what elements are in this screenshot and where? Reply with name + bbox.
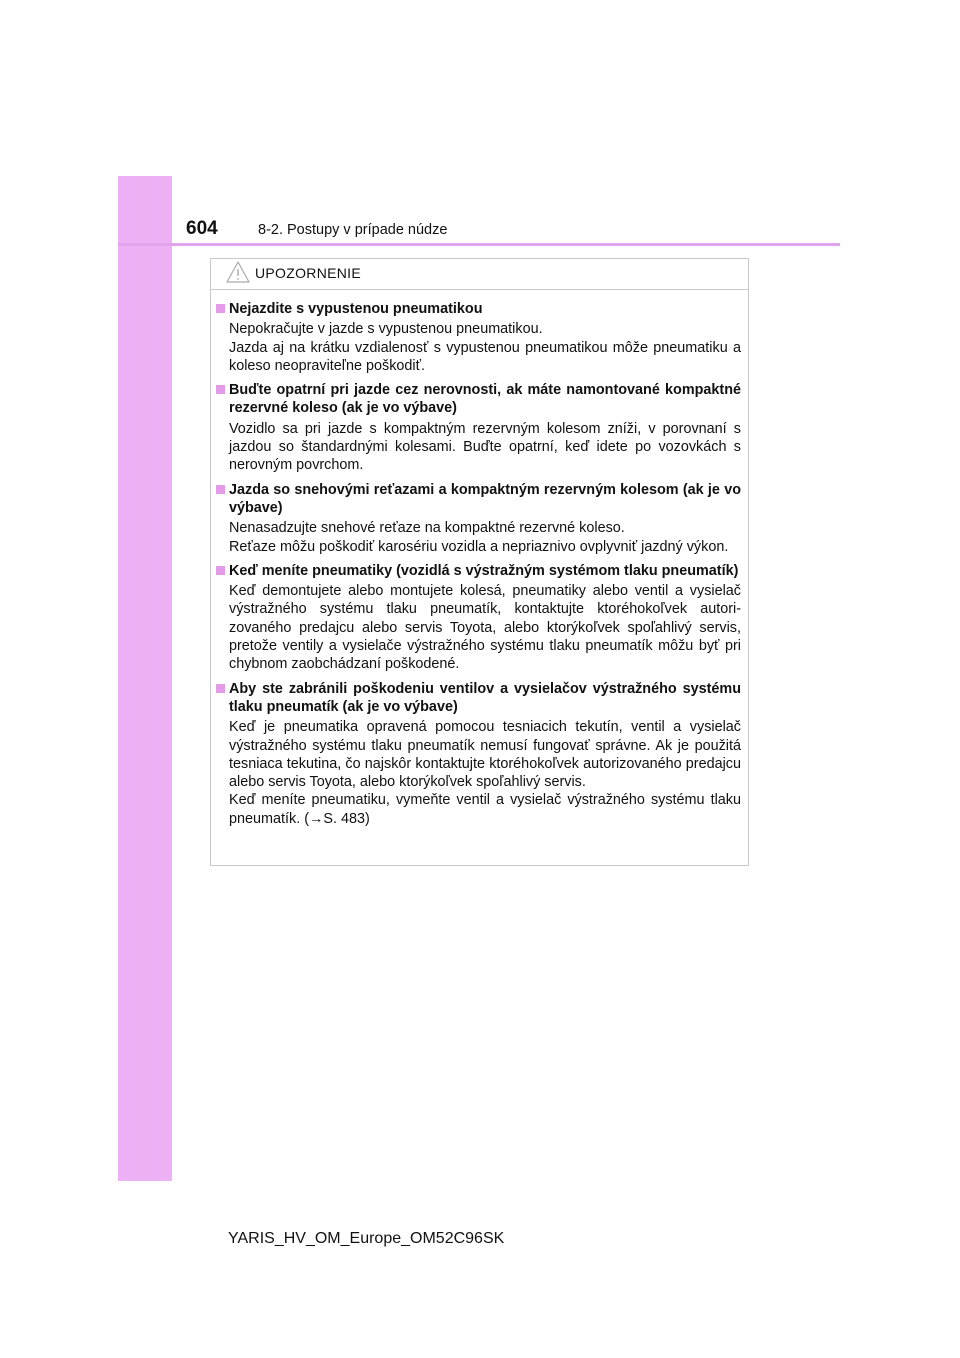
page-number: 604 xyxy=(186,218,218,239)
bullet-square-icon xyxy=(216,304,225,313)
warning-body xyxy=(211,290,748,828)
item-heading xyxy=(215,481,741,518)
warning-box xyxy=(210,258,749,866)
item-paragraph: Keď demontujete alebo montujete kolesá, pneumatiky alebo ventil a vysielač výstražného systému tlaku pneumatík, kontaktujte ktoréhokoľvek autorizovaného predajcu alebo servis Toyota, alebo ktorýkoľvek spoľahlivý servis, pretože ventily a vysielače výstražného systému tlaku pneumatík môžu byť pri chybnom zaobchádzaní poškodené. xyxy=(229,583,741,673)
item-heading xyxy=(215,381,741,418)
item-paragraph: Nepokračujte v jazde s vypustenou pneumatikou. xyxy=(229,321,543,338)
warning-item xyxy=(215,381,741,474)
warning-title: UPOZORNENIE xyxy=(255,265,361,281)
item-heading xyxy=(215,680,741,717)
item-heading-text: Jazda so snehovými reťazami a kompaktným rezervným kolesom (ak je vo výbave) xyxy=(229,481,741,516)
bullet-square-icon xyxy=(216,485,225,494)
item-heading-text: Keď meníte pneumatiky (vozidlá s výstražným systémom tlaku pneumatík) xyxy=(229,562,739,579)
warning-item xyxy=(215,680,741,828)
warning-triangle-icon xyxy=(226,261,250,288)
bullet-square-icon xyxy=(216,684,225,693)
warning-header xyxy=(211,259,748,290)
bullet-square-icon xyxy=(216,385,225,394)
item-paragraph: Keď je pneumatika opravená pomocou tesniacich tekutín, ventil a vysielač výstražného systému tlaku pneumatík nemusí fungovať správne. Ak je použitá tesniaca tekutina, čo najskôr kontaktujte ktoréhokoľvek autorizovaného predajcu alebo servis Toyota, alebo ktorýkoľvek spoľahlivý servis. xyxy=(229,719,741,791)
warning-item xyxy=(215,562,741,674)
section-title: 8-2. Postupy v prípade núdze xyxy=(258,222,448,238)
item-paragraph: Nenasadzujte snehové reťaze na kompaktné rezervné koleso. xyxy=(229,520,625,537)
item-text xyxy=(215,582,741,673)
item-text xyxy=(215,519,741,556)
item-heading xyxy=(215,562,741,580)
item-heading-text: Nejazdite s vypustenou pneumatikou xyxy=(229,301,483,317)
item-paragraph: Jazda aj na krátku vzdialenosť s vypustenou pneumatikou môže pneumatiku a koleso neopraviteľne poškodiť. xyxy=(229,339,741,374)
document-id: YARIS_HV_OM_Europe_OM52C96SK xyxy=(228,1230,505,1247)
item-paragraph: Keď meníte pneumatiku, vymeňte ventil a vysielač výstražného systému tlaku pneumatík. (→S. 483) xyxy=(229,792,741,827)
header-divider xyxy=(118,243,840,246)
item-text xyxy=(215,320,741,375)
item-text xyxy=(215,420,741,475)
item-paragraph: Reťaze môžu poškodiť karosériu vozidla a nepriaznivo ovplyvniť jazdný výkon. xyxy=(229,538,729,555)
warning-item xyxy=(215,481,741,556)
item-heading xyxy=(215,300,741,318)
warning-item xyxy=(215,300,741,375)
bullet-square-icon xyxy=(216,566,225,575)
item-heading-text: Buďte opatrní pri jazde cez nerovnosti, ak máte namontované kompaktné rezervné koleso (ak je vo výbave) xyxy=(229,382,741,417)
item-heading-text: Aby ste zabránili poškodeniu ventilov a vysielačov výstražného systému tlaku pneumatík (ak je vo výbave) xyxy=(229,680,741,715)
item-paragraph: Vozidlo sa pri jazde s kompaktným rezervným kolesom zníži, v porovnaní s jazdou so štandardnými kolesami. Buďte opatrní, keď idete po vozovkách s nerovným povrchom. xyxy=(229,420,741,474)
section-side-tab xyxy=(118,176,172,1181)
item-text xyxy=(215,718,741,828)
